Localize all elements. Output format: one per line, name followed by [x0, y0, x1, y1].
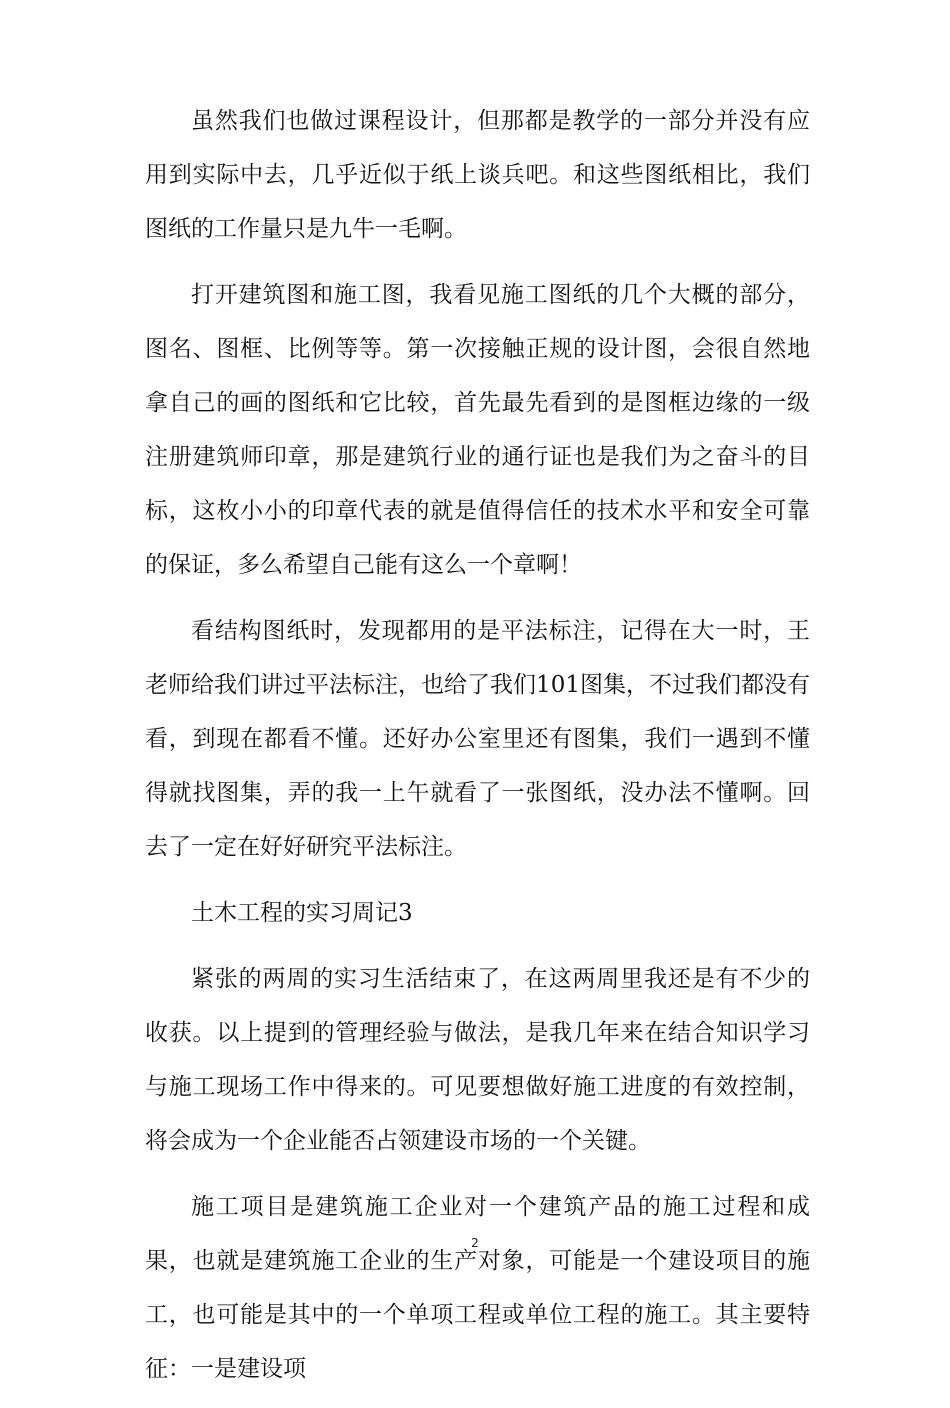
page-number: 2 — [471, 1236, 479, 1250]
paragraph: 打开建筑图和施工图，我看见施工图纸的几个大概的部分，图名、图框、比例等等。第一次接触正规的设计图，会很自然地拿自己的画的图纸和它比较，首先最先看到的是图框边缘的一级注册建筑师印章，那是建筑行业的通行证也是我们为之奋斗的目标，这枚小小的印章代表的就是值得信任的技术水平和安全可靠的保证，多么希望自己能有这么一个章啊！ — [145, 282, 810, 578]
document-body — [145, 94, 810, 1408]
section-heading: 土木工程的实习周记3 — [191, 900, 413, 926]
paragraph: 紧张的两周的实习生活结束了，在这两周里我还是有不少的收获。以上提到的管理经验与做法，是我几年来在结合知识学习与施工现场工作中得来的。可见要想做好施工进度的有效控制，将会成为一个企业能否占领建设市场的一个关键。 — [145, 966, 810, 1154]
paragraph: 看结构图纸时，发现都用的是平法标注，记得在大一时，王老师给我们讲过平法标注，也给了我们101图集，不过我们都没有看，到现在都看不懂。还好办公室里还有图集，我们一遇到不懂得就找图集，弄的我一上午就看了一张图纸，没办法不懂啊。回去了一定在好好研究平法标注。 — [145, 618, 810, 860]
paragraph: 虽然我们也做过课程设计，但那都是教学的一部分并没有应用到实际中去，几乎近似于纸上谈兵吧。和这些图纸相比，我们图纸的工作量只是九牛一毛啊。 — [145, 108, 810, 242]
paragraph: 施工项目是建筑施工企业对一个建筑产品的施工过程和成果，也就是建筑施工企业的生产对象，可能是一个建设项目的施工，也可能是其中的一个单项工程或单位工程的施工。其主要特征：一是建设项 — [145, 1194, 810, 1382]
